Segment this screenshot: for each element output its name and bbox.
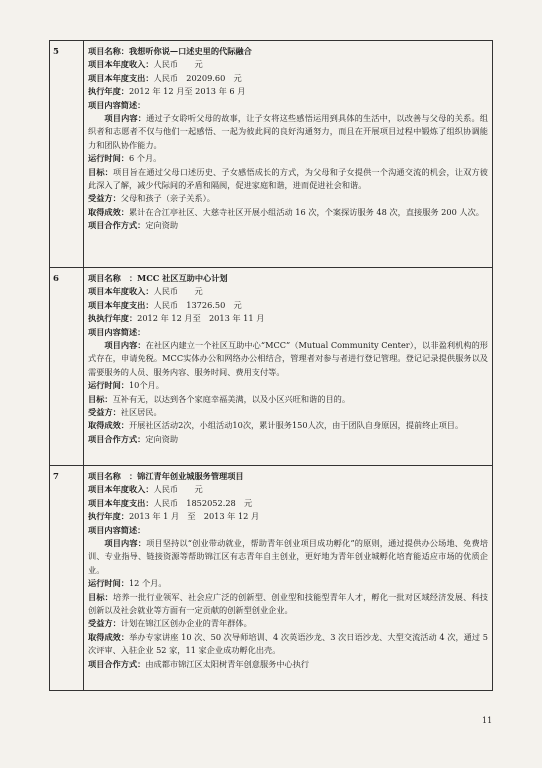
project-name-line: 项目名称 ：MCC 社区互助中心计划	[88, 273, 228, 283]
project-row	[50, 268, 493, 466]
project-number: 5	[50, 41, 84, 268]
content-text: 项目内容：通过子女聆听父母的故事，让子女将这些感悟运用到具体的生活中，以改善与父母的关系。组织者和志愿者不仅与他们一起感悟、一起为彼此间的良好沟通努力，而且在开展项目过程中锻炼了组织协调能力和团队协作能力。	[88, 113, 488, 150]
income-line: 项目本年度收入：人民币 元	[88, 59, 203, 70]
content-header: 项目内容简述：	[88, 326, 146, 337]
income-line: 项目本年度收入：人民币 元	[88, 286, 203, 297]
project-body	[84, 466, 493, 691]
goal-text: 目标：培养一批行业领军、社会应广泛的创新型、创业型和技能型青年人才，孵化一批对区域经济发展、科技创新以及社会就业等方面有一定贡献的创新型创业企业。	[88, 591, 488, 616]
period-line: 执行年度：2013 年 1 月 至 2013 年 12 月	[88, 511, 260, 522]
beneficiary-line: 受益方：社区居民。	[88, 407, 162, 418]
duration-line: 运行时间：12 个月。	[88, 578, 167, 589]
project-row	[50, 41, 493, 268]
coop-line: 项目合作方式：定向资助	[88, 433, 179, 444]
result-line: 取得成效：开展社区活动2次，小组活动10次，累计服务150人次，由于团队自身原因，提前终止项目。	[88, 420, 464, 431]
duration-line: 运行时间：6 个月。	[88, 153, 162, 164]
coop-line: 项目合作方式：由成都市锦江区太阳树青年创意服务中心执行	[88, 658, 310, 669]
beneficiary-line: 受益方：计划在锦江区创办企业的青年群体。	[88, 618, 252, 629]
result-text: 取得成效：累计在合江亭社区、大慈寺社区开展小组活动 16 次，个案探访服务 48 次，直接服务 200 人次。	[88, 206, 484, 217]
project-body	[84, 268, 493, 466]
income-line: 项目本年度收入：人民币 元	[88, 484, 203, 495]
goal-text: 目标：项目旨在通过父母口述历史、子女感悟成长的方式，为父母和子女提供一个沟通交流的机会，让双方彼此深入了解，减少代际间的矛盾和隔阂，促进家庭和谐，进而促进社会和谐。	[88, 166, 488, 191]
page-number: 11	[482, 716, 493, 725]
result-text: 取得成效：举办专家讲座 10 次、50 次导师培训、4 次英语沙龙、3 次日语沙龙、大型交流活动 4 次，通过 5 次评审、入驻企业 52 家，11 家企业成功孵化出壳。	[88, 631, 488, 656]
content-text: 项目内容：在社区内建立一个社区互助中心“MCC”（Mutual Community Center），以非盈利机构的形式存在，申请免税。MCC实体办公和网络办公相结合，管理者对参与者进行登记管理。登记记录提供服务以及需要服务的人员、服务内容、服务时间、费用支付等。	[88, 340, 488, 377]
content-header: 项目内容简述：	[88, 99, 146, 110]
project-number: 7	[50, 466, 84, 691]
project-name-line: 项目名称：我想听你说—口述史里的代际融合	[88, 46, 252, 56]
period-line: 执执行年度：2012 年 12 月至 2013 年 11 月	[88, 313, 265, 324]
project-row	[50, 466, 493, 691]
goal-line: 目标：互补有无，以达到各个家庭幸福美满，以及小区兴旺和谐的目的。	[88, 393, 351, 404]
expense-line: 项目本年度支出：人民币 13726.50 元	[88, 299, 242, 310]
project-body	[84, 41, 493, 268]
expense-line: 项目本年度支出：人民币 1852052.28 元	[88, 497, 253, 508]
expense-line: 项目本年度支出：人民币 20209.60 元	[88, 72, 242, 83]
period-line: 执行年度：2012 年 12 月至 2013 年 6 月	[88, 86, 246, 97]
projects-table	[49, 40, 493, 691]
duration-line: 运行时间：10个月。	[88, 380, 164, 391]
coop-line: 项目合作方式：定向资助	[88, 220, 179, 231]
content-text: 项目内容：项目坚持以“创业带动就业，帮助青年创业项目成功孵化”的原则，通过提供办公场地、免费培训、专业指导、链接资源等帮助锦江区有志青年自主创业，更好地为青年创业城孵化培育能适应市场的优质企业。	[88, 538, 488, 575]
project-number: 6	[50, 268, 84, 466]
project-name-line: 项目名称 ：锦江青年创业城服务管理项目	[88, 471, 244, 481]
beneficiary-line: 受益方：父母和孩子（亲子关系）。	[88, 193, 215, 204]
content-header: 项目内容简述：	[88, 524, 146, 535]
